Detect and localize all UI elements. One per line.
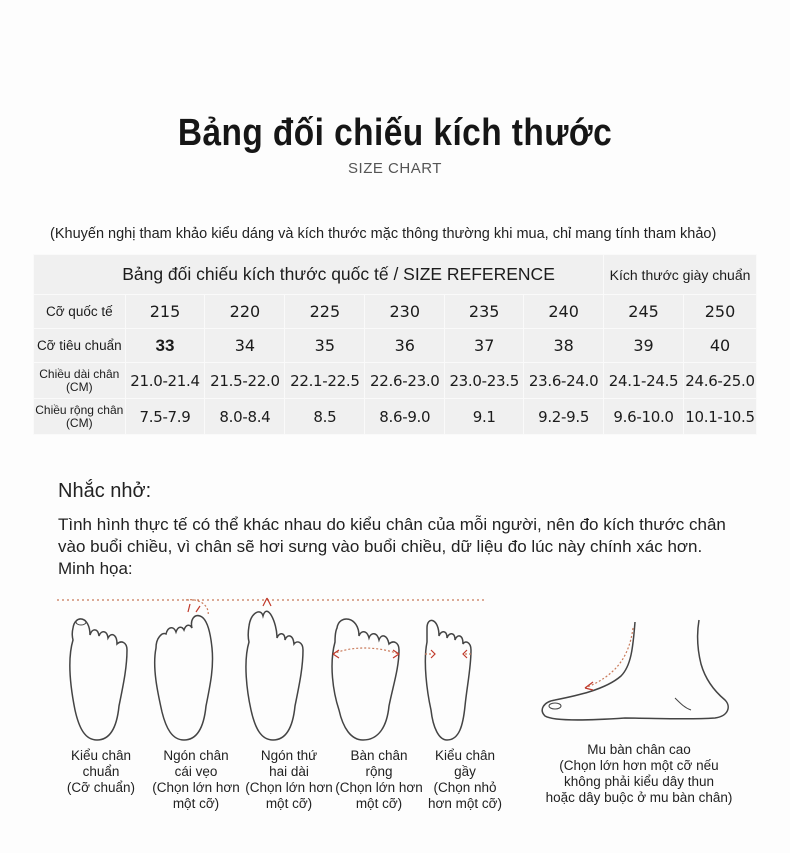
table-cell: 240 (524, 295, 604, 329)
table-cell: 23.6-24.0 (524, 363, 604, 399)
table-cell: 21.5-22.0 (205, 363, 285, 399)
foot-standard-icon (70, 619, 127, 740)
table-row (34, 399, 757, 435)
row-label: Cỡ tiêu chuẩn (34, 329, 126, 363)
table-cell: 34 (205, 329, 285, 363)
table-cell: 225 (285, 295, 365, 329)
reminder-text (58, 514, 758, 580)
table-cell: 250 (684, 295, 757, 329)
table-cell: 235 (445, 295, 524, 329)
size-table (33, 254, 757, 435)
high-instep-illustration (535, 618, 745, 738)
table-cell: 220 (205, 295, 285, 329)
table-cell: 9.1 (445, 399, 524, 435)
table-cell: 8.6-9.0 (365, 399, 445, 435)
table-header-row (34, 255, 757, 295)
table-cell: 21.0-21.4 (125, 363, 205, 399)
table-cell: 23.0-23.5 (445, 363, 524, 399)
reminder-line: Tình hình thực tế có thể khác nhau do kiểu chân của mỗi người, nên đo kích thước chân (58, 515, 726, 534)
table-cell: 35 (285, 329, 365, 363)
caption-wide: Bàn chân rộng (Chọn lớn hơn một cỡ) (335, 748, 423, 811)
table-cell: 38 (524, 329, 604, 363)
table-row (34, 295, 757, 329)
table-cell: 22.1-22.5 (285, 363, 365, 399)
caption-long-second-toe: Ngón thứ hai dài (Chọn lớn hơn một cỡ) (245, 748, 333, 811)
page-subtitle: SIZE CHART (348, 160, 442, 177)
table-row (34, 329, 757, 363)
table-cell: 39 (604, 329, 684, 363)
table-header-standard: Kích thước giày chuẩn (604, 255, 757, 295)
table-cell: 40 (684, 329, 757, 363)
table-cell: 24.1-24.5 (604, 363, 684, 399)
reminder-title: Nhắc nhở: (58, 480, 152, 502)
table-row (34, 363, 757, 399)
table-cell: 33 (125, 329, 205, 363)
table-cell: 37 (445, 329, 524, 363)
foot-wide-icon (332, 619, 399, 740)
table-header-main: Bảng đối chiếu kích thước quốc tế / SIZE REFERENCE (34, 255, 604, 295)
table-cell: 24.6-25.0 (684, 363, 757, 399)
page-title: Bảng đối chiếu kích thước (177, 112, 613, 154)
table-cell: 215 (125, 295, 205, 329)
row-label: Chiều rộng chân (CM) (34, 399, 126, 435)
reference-note: (Khuyến nghị tham khảo kiểu dáng và kích thước mặc thông thường khi mua, chỉ mang tính tham khảo) (50, 226, 717, 242)
caption-standard: Kiểu chân chuẩn (Cỡ chuẩn) (66, 748, 136, 795)
table-cell: 9.6-10.0 (604, 399, 684, 435)
foot-slim-icon (425, 620, 473, 740)
table-cell: 22.6-23.0 (365, 363, 445, 399)
foot-types-illustration (55, 592, 495, 742)
reminder-line: Minh họa: (58, 559, 133, 578)
foot-bunion-icon (155, 600, 213, 740)
foot-long-second-toe-icon (246, 598, 303, 740)
reminder-line: vào buổi chiều, vì chân sẽ hơi sưng vào buổi chiều, dữ liệu đo lúc này chính xác hơn. (58, 537, 703, 556)
table-cell: 8.5 (285, 399, 365, 435)
table-cell: 9.2-9.5 (524, 399, 604, 435)
caption-bunion: Ngón chân cái vẹo (Chọn lớn hơn một cỡ) (152, 748, 240, 811)
caption-slim: Kiểu chân gầy (Chọn nhỏ hơn một cỡ) (428, 748, 502, 811)
table-cell: 36 (365, 329, 445, 363)
row-label: Cỡ quốc tế (34, 295, 126, 329)
row-label: Chiều dài chân (CM) (34, 363, 126, 399)
caption-high-instep: Mu bàn chân cao (Chọn lớn hơn một cỡ nếu không phải kiểu dây thun hoặc dây buộc ở mu bàn chân) (545, 742, 733, 805)
table-cell: 230 (365, 295, 445, 329)
table-cell: 8.0-8.4 (205, 399, 285, 435)
table-cell: 7.5-7.9 (125, 399, 205, 435)
table-cell: 245 (604, 295, 684, 329)
table-cell: 10.1-10.5 (684, 399, 757, 435)
